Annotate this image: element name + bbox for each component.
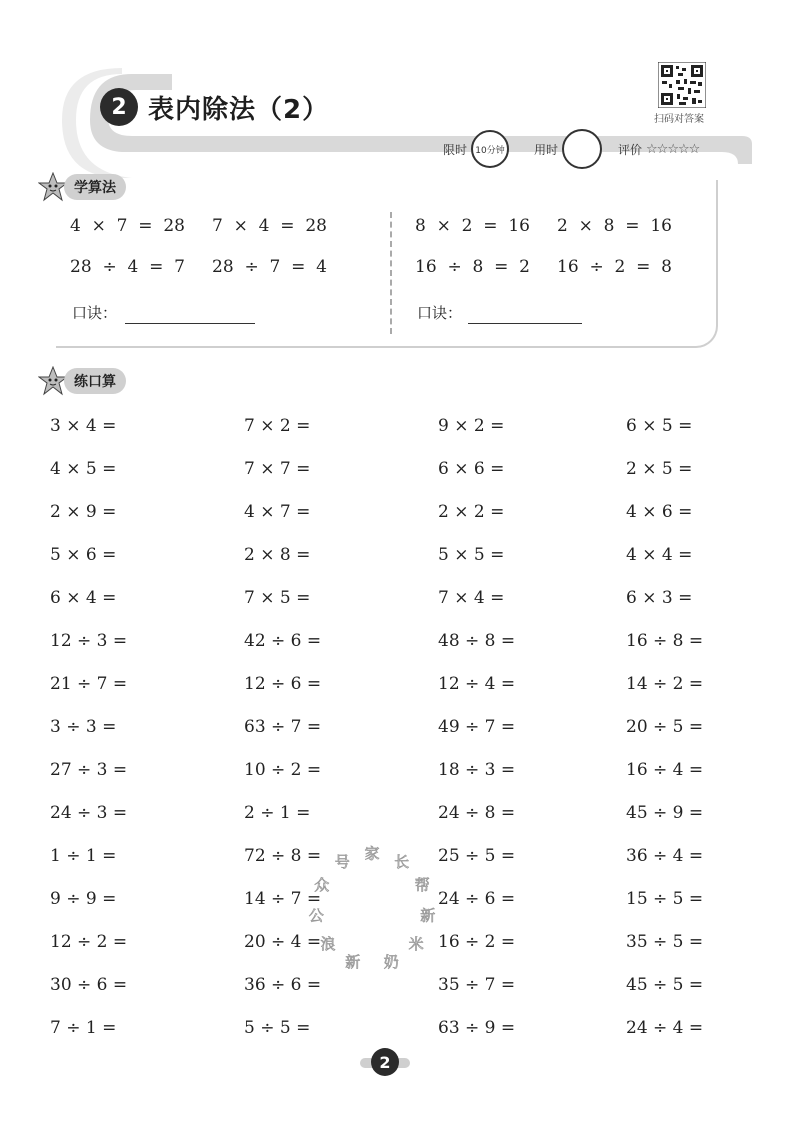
- arithmetic-problem[interactable]: 16 ÷ 8 =: [626, 631, 704, 651]
- arithmetic-problem[interactable]: 5 × 5 =: [438, 545, 505, 565]
- example-equation: 16 ÷ 8 = 2: [415, 257, 530, 277]
- time-limit: [443, 134, 509, 164]
- watermark-character: 新: [420, 906, 436, 925]
- arithmetic-problem[interactable]: 4 × 4 =: [626, 545, 693, 565]
- example-equation: 4 × 7 = 28: [70, 216, 185, 236]
- watermark-seal: [302, 840, 442, 980]
- watermark-character: 奶: [383, 953, 399, 972]
- example-equation: 8 × 2 = 16: [415, 216, 530, 236]
- practice-tag: [38, 366, 126, 396]
- arithmetic-problem[interactable]: 24 ÷ 3 =: [50, 803, 128, 823]
- arithmetic-problem[interactable]: 36 ÷ 4 =: [626, 846, 704, 866]
- arithmetic-problem[interactable]: 7 × 5 =: [244, 588, 311, 608]
- arithmetic-problem[interactable]: 6 × 4 =: [50, 588, 117, 608]
- example-equation: 28 ÷ 7 = 4: [212, 257, 327, 277]
- arithmetic-problem[interactable]: 30 ÷ 6 =: [50, 975, 128, 995]
- arithmetic-problem[interactable]: 6 × 5 =: [626, 416, 693, 436]
- arithmetic-problem[interactable]: 2 ÷ 1 =: [244, 803, 311, 823]
- time-used-label: 用时: [534, 142, 559, 157]
- arithmetic-problem[interactable]: 6 × 3 =: [626, 588, 693, 608]
- watermark-character: 号: [334, 853, 350, 871]
- practice-label: 练口算: [64, 368, 126, 394]
- arithmetic-problem[interactable]: 1 ÷ 1 =: [50, 846, 117, 866]
- koujue-answer-field[interactable]: [468, 322, 582, 324]
- arithmetic-problem[interactable]: 14 ÷ 2 =: [626, 674, 704, 694]
- section-divider: [390, 212, 392, 334]
- qr-code-icon[interactable]: [658, 62, 706, 108]
- arithmetic-problem[interactable]: 63 ÷ 7 =: [244, 717, 322, 737]
- time-used-field[interactable]: [562, 129, 602, 169]
- arithmetic-problem[interactable]: 2 × 2 =: [438, 502, 505, 522]
- arithmetic-problem[interactable]: 4 × 5 =: [50, 459, 117, 479]
- arithmetic-problem[interactable]: 4 × 6 =: [626, 502, 693, 522]
- watermark-character: 米: [408, 935, 424, 953]
- arithmetic-problem[interactable]: 9 × 2 =: [438, 416, 505, 436]
- arithmetic-problem[interactable]: 2 × 5 =: [626, 459, 693, 479]
- arithmetic-problem[interactable]: 48 ÷ 8 =: [438, 631, 516, 651]
- arithmetic-problem[interactable]: 16 ÷ 2 =: [438, 932, 516, 952]
- watermark-character: 公: [308, 906, 324, 925]
- arithmetic-problem[interactable]: 12 ÷ 2 =: [50, 932, 128, 952]
- rating-label: 评价: [618, 142, 643, 157]
- arithmetic-problem[interactable]: 7 ÷ 1 =: [50, 1018, 117, 1038]
- example-equation: 16 ÷ 2 = 8: [557, 257, 672, 277]
- arithmetic-problem[interactable]: 4 × 7 =: [244, 502, 311, 522]
- arithmetic-problem[interactable]: 3 × 4 =: [50, 416, 117, 436]
- koujue-label: 口诀：: [72, 304, 118, 322]
- arithmetic-problem[interactable]: 2 × 8 =: [244, 545, 311, 565]
- lesson-title: [100, 88, 329, 126]
- time-limit-value: 10分钟: [475, 145, 505, 156]
- page-title: 表内除法（2）: [148, 94, 330, 125]
- arithmetic-problem[interactable]: 7 × 7 =: [244, 459, 311, 479]
- arithmetic-problem[interactable]: 12 ÷ 6 =: [244, 674, 322, 694]
- arithmetic-problem[interactable]: 24 ÷ 6 =: [438, 889, 516, 909]
- page-number: 2: [371, 1048, 399, 1076]
- stopwatch-icon: [471, 130, 509, 168]
- arithmetic-problem[interactable]: 27 ÷ 3 =: [50, 760, 128, 780]
- arithmetic-problem[interactable]: 14 ÷ 7 =: [244, 889, 322, 909]
- arithmetic-problem[interactable]: 36 ÷ 6 =: [244, 975, 322, 995]
- watermark-character: 长: [394, 853, 410, 871]
- arithmetic-problem[interactable]: 18 ÷ 3 =: [438, 760, 516, 780]
- koujue-label: 口诀：: [417, 304, 463, 322]
- arithmetic-problem[interactable]: 24 ÷ 4 =: [626, 1018, 704, 1038]
- arithmetic-problem[interactable]: 9 ÷ 9 =: [50, 889, 117, 909]
- arithmetic-problem[interactable]: 3 ÷ 3 =: [50, 717, 117, 737]
- koujue-answer-field[interactable]: [125, 322, 255, 324]
- arithmetic-problem[interactable]: 12 ÷ 4 =: [438, 674, 516, 694]
- arithmetic-problem[interactable]: 7 × 2 =: [244, 416, 311, 436]
- arithmetic-problem[interactable]: 7 × 4 =: [438, 588, 505, 608]
- arithmetic-problem[interactable]: 10 ÷ 2 =: [244, 760, 322, 780]
- arithmetic-problem[interactable]: 5 ÷ 5 =: [244, 1018, 311, 1038]
- qr-caption: 扫码对答案: [654, 114, 704, 125]
- arithmetic-problem[interactable]: 21 ÷ 7 =: [50, 674, 128, 694]
- watermark-character: 家: [364, 844, 380, 863]
- arithmetic-problem[interactable]: 6 × 6 =: [438, 459, 505, 479]
- arithmetic-problem[interactable]: 20 ÷ 5 =: [626, 717, 704, 737]
- time-limit-label: 限时: [443, 142, 468, 157]
- arithmetic-problem[interactable]: 45 ÷ 5 =: [626, 975, 704, 995]
- arithmetic-problem[interactable]: 45 ÷ 9 =: [626, 803, 704, 823]
- watermark-character: 众: [314, 876, 330, 894]
- arithmetic-problem[interactable]: 24 ÷ 8 =: [438, 803, 516, 823]
- arithmetic-problem[interactable]: 12 ÷ 3 =: [50, 631, 128, 651]
- arithmetic-problem[interactable]: 15 ÷ 5 =: [626, 889, 704, 909]
- watermark-character: 浪: [320, 935, 336, 953]
- arithmetic-problem[interactable]: 35 ÷ 5 =: [626, 932, 704, 952]
- arithmetic-problem[interactable]: 63 ÷ 9 =: [438, 1018, 516, 1038]
- rating: [618, 134, 699, 164]
- arithmetic-problem[interactable]: 5 × 6 =: [50, 545, 117, 565]
- watermark-character: 新: [345, 953, 361, 972]
- learn-method-label: 学算法: [64, 174, 126, 200]
- arithmetic-problem[interactable]: 2 × 9 =: [50, 502, 117, 522]
- watermark-character: 帮: [414, 876, 430, 894]
- arithmetic-problem[interactable]: 72 ÷ 8 =: [244, 846, 322, 866]
- arithmetic-problem[interactable]: 20 ÷ 4 =: [244, 932, 322, 952]
- arithmetic-problem[interactable]: 42 ÷ 6 =: [244, 631, 322, 651]
- arithmetic-problem[interactable]: 16 ÷ 4 =: [626, 760, 704, 780]
- arithmetic-problem[interactable]: 49 ÷ 7 =: [438, 717, 516, 737]
- learn-method-tag: [38, 172, 126, 202]
- rating-stars-icon[interactable]: ☆☆☆☆☆: [646, 141, 700, 157]
- example-equation: 2 × 8 = 16: [557, 216, 672, 236]
- example-equation: 28 ÷ 4 = 7: [70, 257, 185, 277]
- arithmetic-problem[interactable]: 35 ÷ 7 =: [438, 975, 516, 995]
- example-equation: 7 × 4 = 28: [212, 216, 327, 236]
- arithmetic-problem[interactable]: 25 ÷ 5 =: [438, 846, 516, 866]
- time-used: [534, 134, 602, 164]
- lesson-number-badge: 2: [100, 88, 138, 126]
